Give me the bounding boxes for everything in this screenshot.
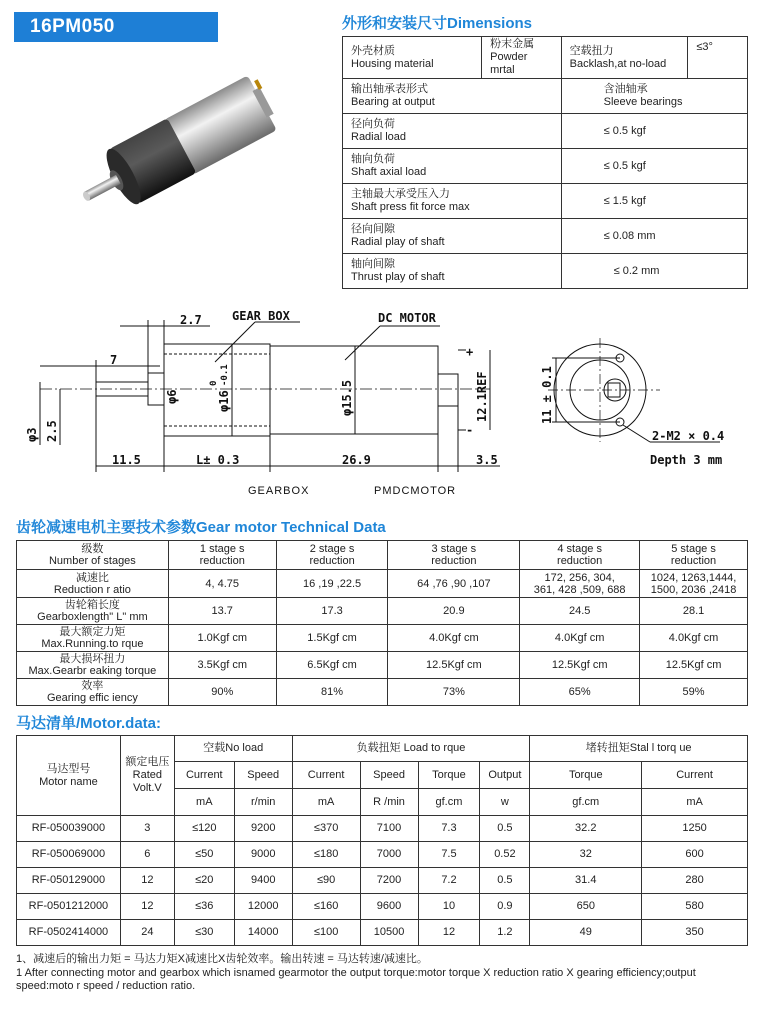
tech-cell: 28.1	[640, 598, 748, 625]
motor-unit: R /min	[360, 789, 418, 816]
note-zh: 1、减速后的输出力矩 = 马达力矩X减速比X齿轮效率。输出转速 = 马达转速/减速比。	[16, 953, 428, 965]
motor-cell: ≤50	[174, 842, 234, 868]
motor-h-noload: 空载No load	[174, 736, 292, 762]
motor-sub: Speed	[234, 762, 292, 789]
dim-11-5: 11.5	[112, 453, 141, 467]
dim-phi16: φ16	[217, 390, 231, 412]
tech-cell: 3.5Kgf cm	[168, 652, 276, 679]
tech-col-h1: 1 stage s	[199, 543, 245, 555]
motor-row	[17, 894, 748, 920]
dim-key-zh: 输出轴承表形式	[351, 83, 428, 95]
tech-row-zh: 最大额定力矩	[59, 626, 126, 638]
tech-col-h2: reduction	[199, 555, 245, 567]
tech-row	[17, 570, 748, 598]
tech-cell: 16 ,19 ,22.5	[276, 570, 388, 598]
motor-cell: RF-050069000	[17, 842, 121, 868]
motor-cell: 9400	[234, 868, 292, 894]
dim-val-en: Backlash,at no-load	[569, 57, 667, 70]
motor-cell: 49	[530, 920, 642, 946]
motor-h-load: 负载扭矩 Load to rque	[292, 736, 530, 762]
tech-cell: 12.5Kgf cm	[388, 652, 520, 679]
dim-12-1-ref: 12.1REF	[475, 371, 489, 422]
motor-cell: ≤180	[292, 842, 360, 868]
motor-cell: 7100	[360, 816, 418, 842]
motor-unit: mA	[174, 789, 234, 816]
motor-cell: 31.4	[530, 868, 642, 894]
dimensions-title: 外形和安装尺寸Dimensions	[342, 15, 533, 32]
note-en: 1 After connecting motor and gearbox which isnamed gearmotor the output torque:motor torque X reduction ratio X gearing efficiency;output speed:moto r speed / reduction ratio.	[16, 967, 696, 992]
dim-L: L± 0.3	[196, 453, 240, 467]
dim-val-zh: 含油轴承	[603, 83, 648, 95]
motor-cell: 1250	[642, 816, 748, 842]
dim-key-en: Radial load	[351, 131, 407, 143]
tech-cell: 81%	[276, 679, 388, 706]
motor-cell: 7.5	[418, 842, 480, 868]
motor-cell: 12	[418, 920, 480, 946]
motor-cell: 6	[120, 842, 174, 868]
tech-cell: 172, 256, 304, 361, 428 ,509, 688	[520, 570, 640, 598]
motor-sub: Current	[292, 762, 360, 789]
tech-row-zh: 齿轮箱长度	[64, 599, 120, 611]
dim-key-zh: 轴向负荷	[351, 153, 395, 165]
motor-cell: ≤370	[292, 816, 360, 842]
motor-cell: 9000	[234, 842, 292, 868]
dim-row	[343, 219, 748, 254]
dim-m2: 2-M2 × 0.4	[652, 429, 725, 443]
dimensions-table	[342, 36, 748, 289]
motor-cell: 12000	[234, 894, 292, 920]
dim-key-en: Thrust play of shaft	[351, 271, 445, 283]
tech-col-h2: reduction	[670, 555, 717, 567]
tech-cell: 12.5Kgf cm	[640, 652, 748, 679]
motor-cell: 0.9	[480, 894, 530, 920]
motor-cell: 14000	[234, 920, 292, 946]
dim-2-7: 2.7	[180, 313, 202, 327]
dim-key-zh: 主轴最大承受压入力	[351, 188, 450, 200]
tech-cell: 73%	[388, 679, 520, 706]
tech-cell: 20.9	[388, 598, 520, 625]
motor-unit: mA	[642, 789, 748, 816]
tech-col-h1: 5 stage s	[671, 543, 716, 555]
terminal-plus: +	[466, 345, 474, 359]
motor-unit: r/min	[234, 789, 292, 816]
technical-drawing	[0, 300, 760, 505]
tech-row	[17, 652, 748, 679]
motor-cell: 580	[642, 894, 748, 920]
motor-cell: 32.2	[530, 816, 642, 842]
dim-26-9: 26.9	[342, 453, 371, 467]
motor-h-model-zh: 马达型号	[46, 762, 91, 775]
tech-h-en: Number of stages	[48, 555, 136, 567]
motor-h-volt-en1: Rated	[132, 769, 163, 781]
motor-row	[17, 868, 748, 894]
motor-sub: Current	[642, 762, 748, 789]
dim-extra: ≤3°	[696, 41, 713, 53]
dim-row	[343, 114, 748, 149]
tech-row-en: Max.Running.to rque	[41, 638, 144, 650]
motor-cell: RF-0501212000	[17, 894, 121, 920]
tech-cell: 1.0Kgf cm	[168, 625, 276, 652]
dim-row	[343, 149, 748, 184]
dim-key-zh: 外壳材质	[351, 44, 395, 57]
dim-phi16-tol-top: 0	[209, 380, 219, 386]
motor-cell: 0.52	[480, 842, 530, 868]
tech-cell: 6.5Kgf cm	[276, 652, 388, 679]
tech-h-zh: 级数	[81, 543, 104, 555]
dim-phi16-tol-bot: -0.1	[220, 364, 230, 386]
tech-cell: 4.0Kgf cm	[520, 625, 640, 652]
motor-header-row	[17, 736, 748, 762]
dim-2-5: 2.5	[45, 420, 59, 442]
motor-sub: Torque	[418, 762, 480, 789]
tech-row	[17, 625, 748, 652]
tech-col-h2: reduction	[557, 555, 603, 567]
motor-cell: 3	[120, 816, 174, 842]
motor-row	[17, 920, 748, 946]
motor-cell: ≤90	[292, 868, 360, 894]
motor-row	[17, 816, 748, 842]
motor-cell: 24	[120, 920, 174, 946]
label-dc-motor: DC MOTOR	[378, 311, 436, 325]
dim-val-en: Sleeve bearings	[603, 96, 683, 108]
motor-h-stall: 堵转扭矩Stal l torq ue	[530, 736, 748, 762]
dim-val: ≤ 0.5 kgf	[561, 149, 747, 184]
tech-cell: 65%	[520, 679, 640, 706]
tech-cell: 64 ,76 ,90 ,107	[388, 570, 520, 598]
motor-cell: 32	[530, 842, 642, 868]
label-pmdc-motor: PMDCMOTOR	[374, 485, 457, 497]
tech-col-h2: reduction	[309, 555, 355, 567]
dim-row	[343, 254, 748, 289]
motor-cell: ≤100	[292, 920, 360, 946]
dim-phi3: φ3	[25, 427, 39, 442]
tech-cell: 17.3	[276, 598, 388, 625]
tech-row	[17, 598, 748, 625]
dim-phi15-5: φ15.5	[340, 379, 354, 416]
tech-col-h1: 4 stage s	[557, 543, 602, 555]
tech-cell: 1.5Kgf cm	[276, 625, 388, 652]
dim-row	[343, 79, 748, 114]
dim-val: ≤ 0.2 mm	[561, 254, 747, 289]
product-photo	[60, 55, 310, 235]
dim-val: ≤ 0.5 kgf	[561, 114, 747, 149]
motor-cell: ≤30	[174, 920, 234, 946]
model-badge: 16PM050	[14, 12, 218, 42]
label-gearbox: GEARBOX	[248, 485, 310, 497]
dim-key-en: Shaft press fit force max	[351, 201, 470, 213]
tech-row-en: Reduction r atio	[53, 583, 131, 596]
dim-key-en: Shaft axial load	[351, 166, 427, 178]
dim-11: 11 ± 0.1	[540, 366, 554, 424]
motor-cell: RF-0502414000	[17, 920, 121, 946]
tech-row-en: Gearing effic iency	[46, 692, 138, 704]
dim-row	[343, 184, 748, 219]
dim-depth: Depth 3 mm	[650, 453, 723, 467]
tech-cell: 59%	[640, 679, 748, 706]
dim-key-zh: 径向间隙	[351, 223, 395, 235]
motor-cell: 0.5	[480, 868, 530, 894]
motor-cell: 12	[120, 868, 174, 894]
motor-cell: 12	[120, 894, 174, 920]
motor-cell: 10500	[360, 920, 418, 946]
terminal-minus: -	[466, 423, 474, 437]
motor-cell: 7.3	[418, 816, 480, 842]
tech-col-h1: 2 stage s	[309, 543, 355, 555]
dim-key-en: Housing material	[351, 57, 434, 70]
drawing-gearbox	[164, 344, 270, 436]
motor-unit: gf.cm	[418, 789, 480, 816]
motor-cell: 9600	[360, 894, 418, 920]
dim-phi6: φ6	[165, 389, 179, 404]
motor-sub: Output	[480, 762, 530, 789]
tech-cell: 4, 4.75	[168, 570, 276, 598]
motor-cell: ≤36	[174, 894, 234, 920]
motor-cell: 7200	[360, 868, 418, 894]
drawing-motor	[270, 346, 438, 434]
motor-cell: 650	[530, 894, 642, 920]
tech-row-zh: 减速比	[75, 571, 109, 584]
motor-cell: 280	[642, 868, 748, 894]
motor-unit: mA	[292, 789, 360, 816]
tech-row-zh: 最大损坏扭力	[59, 653, 126, 665]
dim-val: ≤ 0.08 mm	[561, 219, 747, 254]
motor-cell: 1.2	[480, 920, 530, 946]
dim-key-en: Bearing at output	[351, 96, 435, 108]
motor-row	[17, 842, 748, 868]
motor-sub: Speed	[360, 762, 418, 789]
motor-unit: w	[480, 789, 530, 816]
motor-cell: ≤120	[174, 816, 234, 842]
motor-cell: 350	[642, 920, 748, 946]
dim-row	[343, 37, 748, 79]
dim-key-zh: 径向负荷	[351, 118, 395, 130]
tech-header-row	[17, 541, 748, 570]
motor-cell: 600	[642, 842, 748, 868]
tech-col-h1: 3 stage s	[431, 543, 477, 555]
motor-h-volt-zh: 额定电压	[125, 756, 170, 768]
tech-cell: 90%	[168, 679, 276, 706]
dim-val-zh: 空载扭力	[569, 44, 614, 57]
dim-val: ≤ 1.5 kgf	[561, 184, 747, 219]
motor-h-volt-en2: Volt.V	[132, 782, 162, 794]
motor-table	[16, 735, 748, 946]
motor-cell: 7.2	[418, 868, 480, 894]
tech-title: 齿轮减速电机主要技术参数Gear motor Technical Data	[16, 519, 386, 536]
tech-cell: 12.5Kgf cm	[520, 652, 640, 679]
motor-cell: ≤20	[174, 868, 234, 894]
dim-key-zh: 轴向间隙	[351, 258, 395, 270]
dim-3-5: 3.5	[476, 453, 498, 467]
motor-unit: gf.cm	[530, 789, 642, 816]
motor-sub: Current	[174, 762, 234, 789]
tech-row	[17, 679, 748, 706]
motor-cell: ≤160	[292, 894, 360, 920]
motor-cell: RF-050129000	[17, 868, 121, 894]
motor-cell: 9200	[234, 816, 292, 842]
tech-row-zh: 效率	[81, 680, 104, 692]
tech-row-en: Gearboxlength" L" mm	[37, 611, 148, 623]
motor-cell: 7000	[360, 842, 418, 868]
motor-h-model-en: Motor name	[39, 775, 98, 788]
motor-sub: Torque	[530, 762, 642, 789]
tech-row-en: Max.Gearbr eaking torque	[28, 665, 157, 677]
motor-cell: 0.5	[480, 816, 530, 842]
dim-mid-en: Powder mrtal	[490, 51, 528, 76]
tech-cell: 24.5	[520, 598, 640, 625]
tech-cell: 4.0Kgf cm	[640, 625, 748, 652]
tech-cell: 4.0Kgf cm	[388, 625, 520, 652]
label-gear-box: GEAR BOX	[232, 309, 290, 323]
tech-cell: 13.7	[168, 598, 276, 625]
dim-7: 7	[110, 353, 118, 367]
tech-cell: 1024, 1263,1444, 1500, 2036 ,2418	[640, 570, 748, 598]
tech-table	[16, 540, 748, 706]
motor-cell: RF-050039000	[17, 816, 121, 842]
dim-key-en: Radial play of shaft	[351, 236, 445, 248]
tech-col-h2: reduction	[431, 555, 477, 567]
motor-cell: 10	[418, 894, 480, 920]
dim-mid-zh: 粉末金属	[490, 38, 535, 50]
motor-title: 马达清单/Motor.data:	[16, 715, 161, 732]
